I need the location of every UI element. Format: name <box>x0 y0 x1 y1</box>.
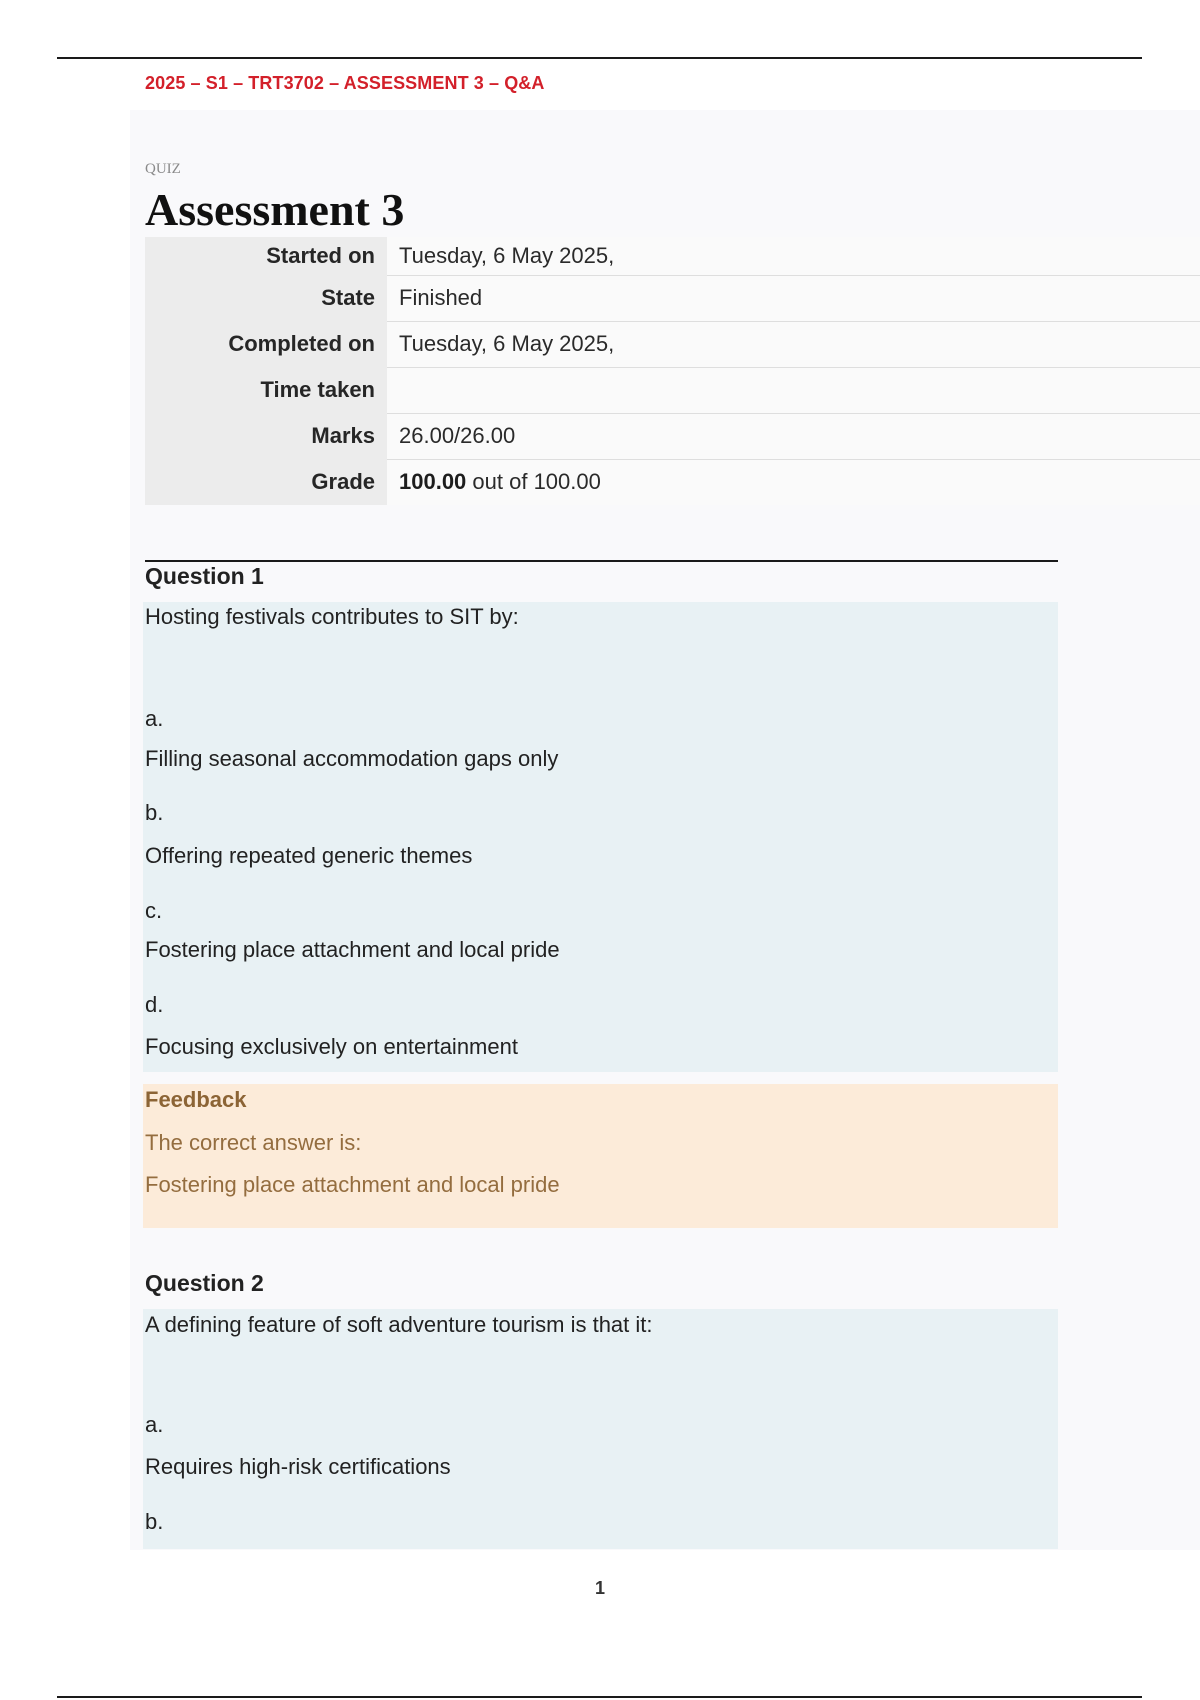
grade-score: 100.00 <box>399 469 467 495</box>
summary-row-time-taken <box>145 367 1200 413</box>
summary-label: Time taken <box>145 367 387 413</box>
option-1c-text: Fostering place attachment and local pride <box>145 937 560 962</box>
option-1d-text: Focusing exclusively on entertainment <box>145 1034 518 1059</box>
question-divider <box>145 560 1058 562</box>
option-2b-letter: b. <box>145 1509 164 1534</box>
summary-value: Tuesday, 6 May 2025, <box>387 237 1200 275</box>
option-1d-letter: d. <box>145 992 164 1017</box>
feedback-box <box>143 1084 1058 1228</box>
summary-value <box>387 367 1200 413</box>
summary-row-marks <box>145 413 1200 459</box>
option-1a-letter: a. <box>145 706 164 731</box>
summary-label: Started on <box>145 237 387 275</box>
question-2-text: A defining feature of soft adventure tourism is that it: <box>145 1312 653 1337</box>
summary-row-state <box>145 275 1200 321</box>
question-1-box <box>143 602 1058 1072</box>
feedback-title: Feedback <box>145 1087 247 1112</box>
document-header: 2025 – S1 – TRT3702 – ASSESSMENT 3 – Q&A <box>145 73 545 93</box>
summary-row-grade <box>145 459 1200 505</box>
option-1c-letter: c. <box>145 898 163 923</box>
option-2a-text: Requires high-risk certifications <box>145 1454 451 1479</box>
bottom-rule <box>57 1696 1142 1698</box>
summary-row-completed <box>145 321 1200 367</box>
grade-out-of: out of 100.00 <box>466 469 601 495</box>
summary-label: Marks <box>145 413 387 459</box>
feedback-answer: Fostering place attachment and local pride <box>145 1172 560 1197</box>
summary-value: Finished <box>387 275 1200 321</box>
quiz-kicker: QUIZ <box>145 161 181 177</box>
summary-label: Completed on <box>145 321 387 367</box>
summary-label: Grade <box>145 459 387 505</box>
summary-row-started <box>145 237 1200 275</box>
option-1b-letter: b. <box>145 800 164 825</box>
option-1b-text: Offering repeated generic themes <box>145 843 473 868</box>
top-rule <box>57 57 1142 59</box>
summary-value <box>387 459 1200 505</box>
summary-label: State <box>145 275 387 321</box>
question-2-box <box>143 1309 1058 1549</box>
question-2-label: Question 2 <box>145 1270 264 1296</box>
page-number: 1 <box>595 1578 606 1598</box>
summary-value: 26.00/26.00 <box>387 413 1200 459</box>
page-title: Assessment 3 <box>145 184 405 235</box>
option-1a-text: Filling seasonal accommodation gaps only <box>145 746 559 771</box>
question-1-text: Hosting festivals contributes to SIT by: <box>145 604 519 629</box>
feedback-intro: The correct answer is: <box>145 1130 362 1155</box>
summary-value: Tuesday, 6 May 2025, <box>387 321 1200 367</box>
quiz-summary-table <box>145 237 1200 505</box>
option-2a-letter: a. <box>145 1412 164 1437</box>
question-1-label: Question 1 <box>145 563 264 589</box>
